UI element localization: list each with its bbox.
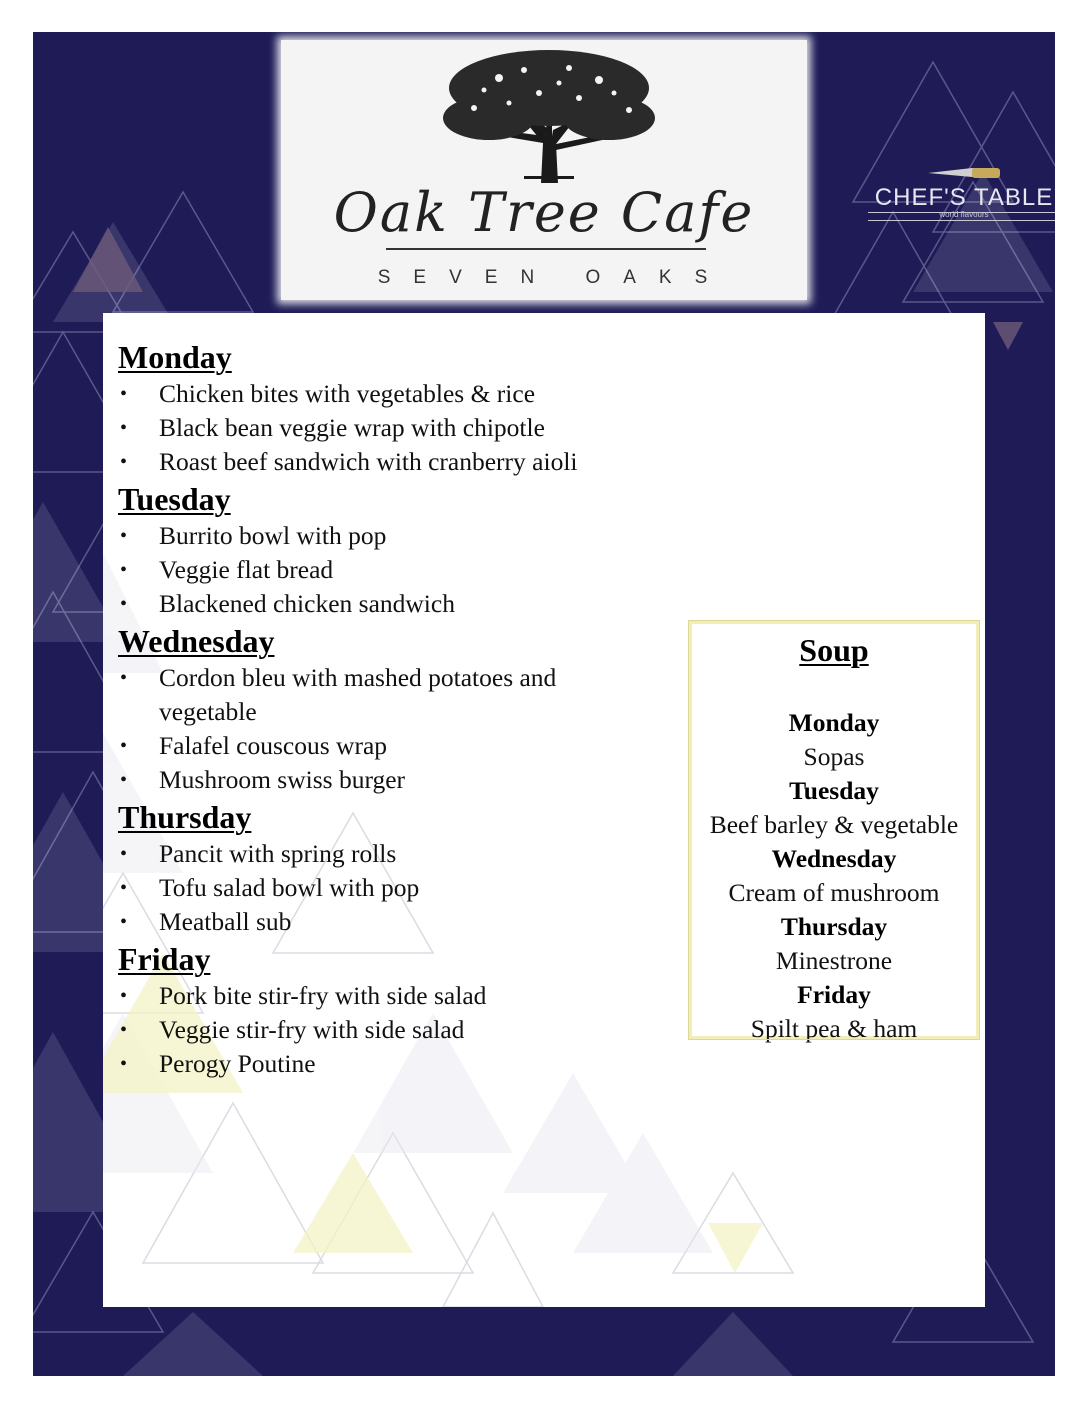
menu-item: • Veggie stir-fry with side salad	[120, 1015, 465, 1044]
menu-item: • Burrito bowl with pop	[120, 521, 387, 550]
knife-icon	[926, 164, 1002, 182]
menu-day-thursday	[118, 797, 698, 939]
menu-item: • Chicken bites with vegetables & rice	[120, 379, 536, 408]
chefs-table-brand	[866, 164, 1055, 224]
menu-item: • Mushroom swiss burger	[120, 765, 406, 794]
menu-day-tuesday	[118, 479, 698, 621]
oak-tree-icon	[429, 48, 669, 183]
menu-item: • Cordon bleu with mashed potatoes and vegetable	[120, 663, 557, 726]
day-heading: Wednesday	[118, 623, 275, 659]
menu-item: • Pork bite stir-fry with side salad	[120, 981, 487, 1010]
menu-day-friday	[118, 939, 698, 1081]
soup-day: Thursday	[780, 912, 888, 941]
menu-item: • Roast beef sandwich with cranberry aioli	[120, 447, 578, 476]
cafe-logo	[281, 40, 807, 300]
menu-item: • Veggie flat bread	[120, 555, 334, 584]
soup-day: Friday	[797, 980, 871, 1009]
brand-tagline: world flavours	[939, 210, 989, 219]
brand-name: CHEF'S TABLE	[874, 184, 1054, 211]
soup-day: Wednesday	[771, 844, 897, 873]
menu-item: • Tofu salad bowl with pop	[120, 873, 420, 902]
soup-day: Tuesday	[789, 776, 879, 805]
menu-item: • Meatball sub	[120, 907, 292, 936]
menu-item: • Pancit with spring rolls	[120, 839, 397, 868]
menu-item: • Perogy Poutine	[120, 1049, 316, 1078]
day-heading: Tuesday	[118, 481, 231, 517]
soup-name: Spilt pea & ham	[750, 1014, 918, 1043]
menu-item: • Blackened chicken sandwich	[120, 589, 455, 618]
weekly-menu	[118, 337, 698, 1081]
menu-panel	[103, 313, 985, 1307]
menu-day-wednesday	[118, 621, 698, 797]
soup-box	[689, 621, 979, 1043]
soup-name: Beef barley & vegetable	[709, 810, 959, 839]
cafe-location: SEVEN OAKS	[377, 267, 731, 288]
menu-item: • Black bean veggie wrap with chipotle	[120, 413, 545, 442]
day-heading: Thursday	[118, 799, 252, 835]
soup-name: Sopas	[803, 742, 865, 771]
day-heading: Friday	[118, 941, 211, 977]
soup-day: Monday	[788, 708, 880, 737]
soup-name: Minestrone	[775, 946, 893, 975]
soup-name: Cream of mushroom	[728, 878, 940, 907]
day-heading: Monday	[118, 339, 232, 375]
cafe-name: Oak Tree Cafe	[333, 181, 755, 244]
soup-title: Soup	[799, 632, 869, 668]
menu-item: • Falafel couscous wrap	[120, 731, 388, 760]
menu-day-monday	[118, 337, 698, 479]
